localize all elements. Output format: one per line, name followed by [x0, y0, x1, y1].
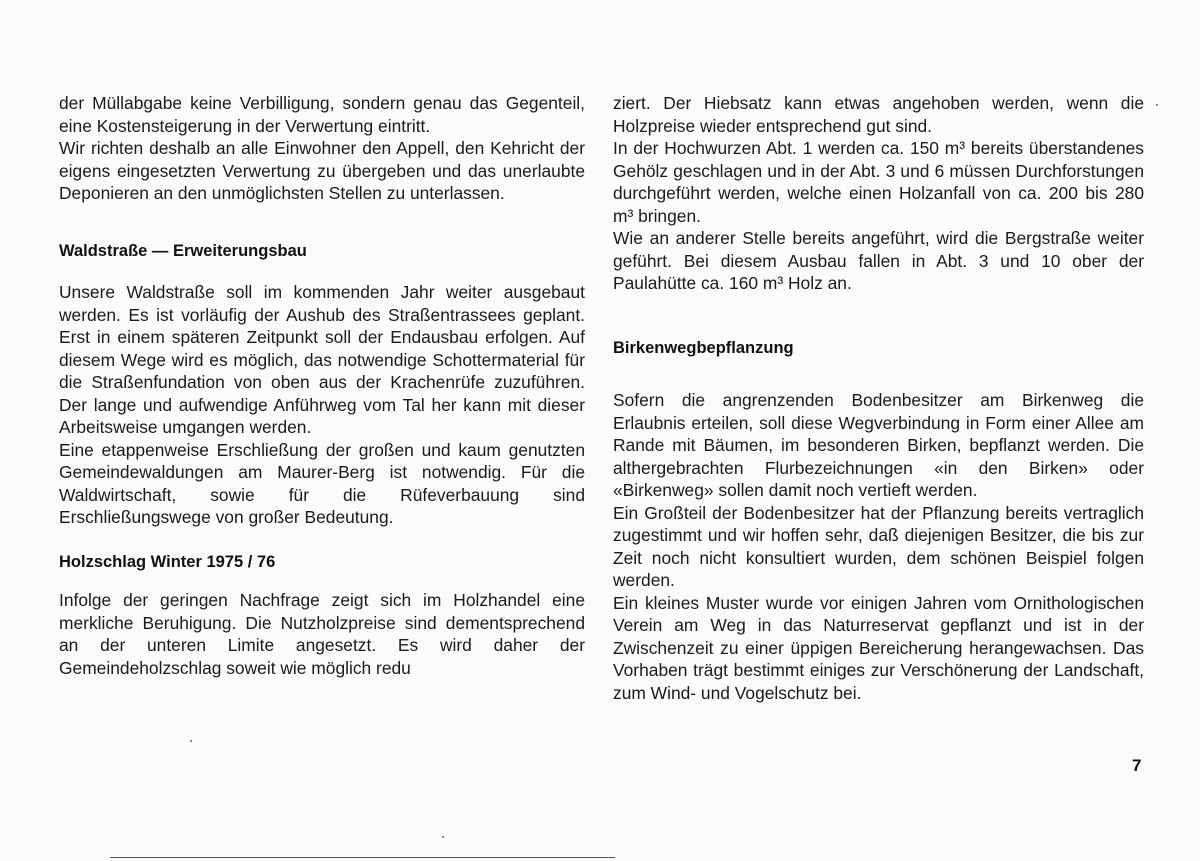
section-heading-holzschlag: Holzschlag Winter 1975 / 76: [59, 552, 276, 571]
paragraph: In der Hochwurzen Abt. 1 werden ca. 150 m³ bereits überstandenes Gehölz geschlagen und in der Abt. 3 und 6 müssen Durchforstungen durchgeführt werden, welche einen Holzanfall von ca. 200 bis 280 m³ bringen.: [613, 138, 1144, 226]
scan-speck: [1156, 104, 1158, 106]
scan-speck: [442, 836, 444, 838]
section-heading-waldstrasse: Waldstraße — Erweiterungsbau: [59, 241, 307, 260]
paragraph: Ein Großteil der Bodenbesitzer hat der Pflanzung bereits vertraglich zugestimmt und wir hoffen sehr, daß diejenigen Besitzer, die bis zur Zeit noch nicht konsultiert wurden, dem schönen Beispiel folgen werden.: [613, 502, 1144, 590]
paragraph: Wir richten deshalb an alle Einwohner den Appell, den Kehricht der eigens eingesetzten Verwertung zu übergeben und das unerlaubte Deponieren an den unmöglichsten Stellen zu unterlassen.: [59, 138, 585, 203]
paragraph: Sofern die angrenzenden Bodenbesitzer am Birkenweg die Erlaubnis erteilen, soll diese Wegverbindung in Form einer Allee am Rande mit Bäumen, im besonderen Birken, bepflanzt werden. Die althergebrachten Flurbezeichnungen «in den Birken» oder «Birkenweg» sollen damit noch vertieft werden.: [613, 390, 1144, 500]
page-number: 7: [1132, 756, 1142, 775]
left-column: [59, 92, 585, 679]
scan-speck: [190, 740, 192, 742]
bottom-rule: [110, 857, 615, 858]
paragraph: Infolge der geringen Nachfrage zeigt sich im Holzhandel eine merkliche Beruhigung. Die Nutzholzpreise sind dementsprechend an der unteren Limite angesetzt. Es wird daher der Gemeindeholzschlag soweit wie möglich redu: [59, 590, 585, 678]
right-column: [613, 92, 1144, 704]
paragraph: Wie an anderer Stelle bereits angeführt, wird die Bergstraße weiter geführt. Bei diesem Ausbau fallen in Abt. 3 und 10 ober der Paulahütte ca. 160 m³ Holz an.: [613, 228, 1144, 293]
section-heading-birkenweg: Birkenwegbepflanzung: [613, 338, 794, 357]
paragraph: Ein kleines Muster wurde vor einigen Jahren vom Ornithologischen Verein am Weg in das Naturreservat gepflanzt und ist in der Zwischenzeit zu einer üppigen Bereicherung herangewachsen. Das Vorhaben trägt bestimmt einiges zur Verschönerung der Landschaft, zum Wind- und Vogelschutz bei.: [613, 592, 1144, 703]
paragraph: Eine etappenweise Erschließung der großen und kaum genutzten Gemeindewaldungen am Maurer-Berg ist notwendig. Für die Waldwirtschaft, sowie für die Rüfeverbauung sind Erschließungswege von großer Bedeutung.: [59, 439, 585, 527]
paragraph: der Müllabgabe keine Verbilligung, sondern genau das Gegenteil, eine Kostensteigerung in der Verwertung eintritt.: [59, 93, 585, 136]
paragraph: ziert. Der Hiebsatz kann etwas angehoben werden, wenn die Holzpreise wieder entsprechend gut sind.: [613, 93, 1144, 136]
paragraph: Unsere Waldstraße soll im kommenden Jahr weiter ausgebaut werden. Es ist vorläufig der Aushub des Straßentrassees geplant. Erst in einem späteren Zeitpunkt soll der Endausbau erfolgen. Auf diesem Wege wird es möglich, das notwendige Schottermaterial für die Straßenfundation von oben aus der Krachenrüfe zuzuführen. Der lange und aufwendige Anführweg vom Tal her kann mit dieser Arbeitsweise umgangen werden.: [59, 282, 585, 437]
